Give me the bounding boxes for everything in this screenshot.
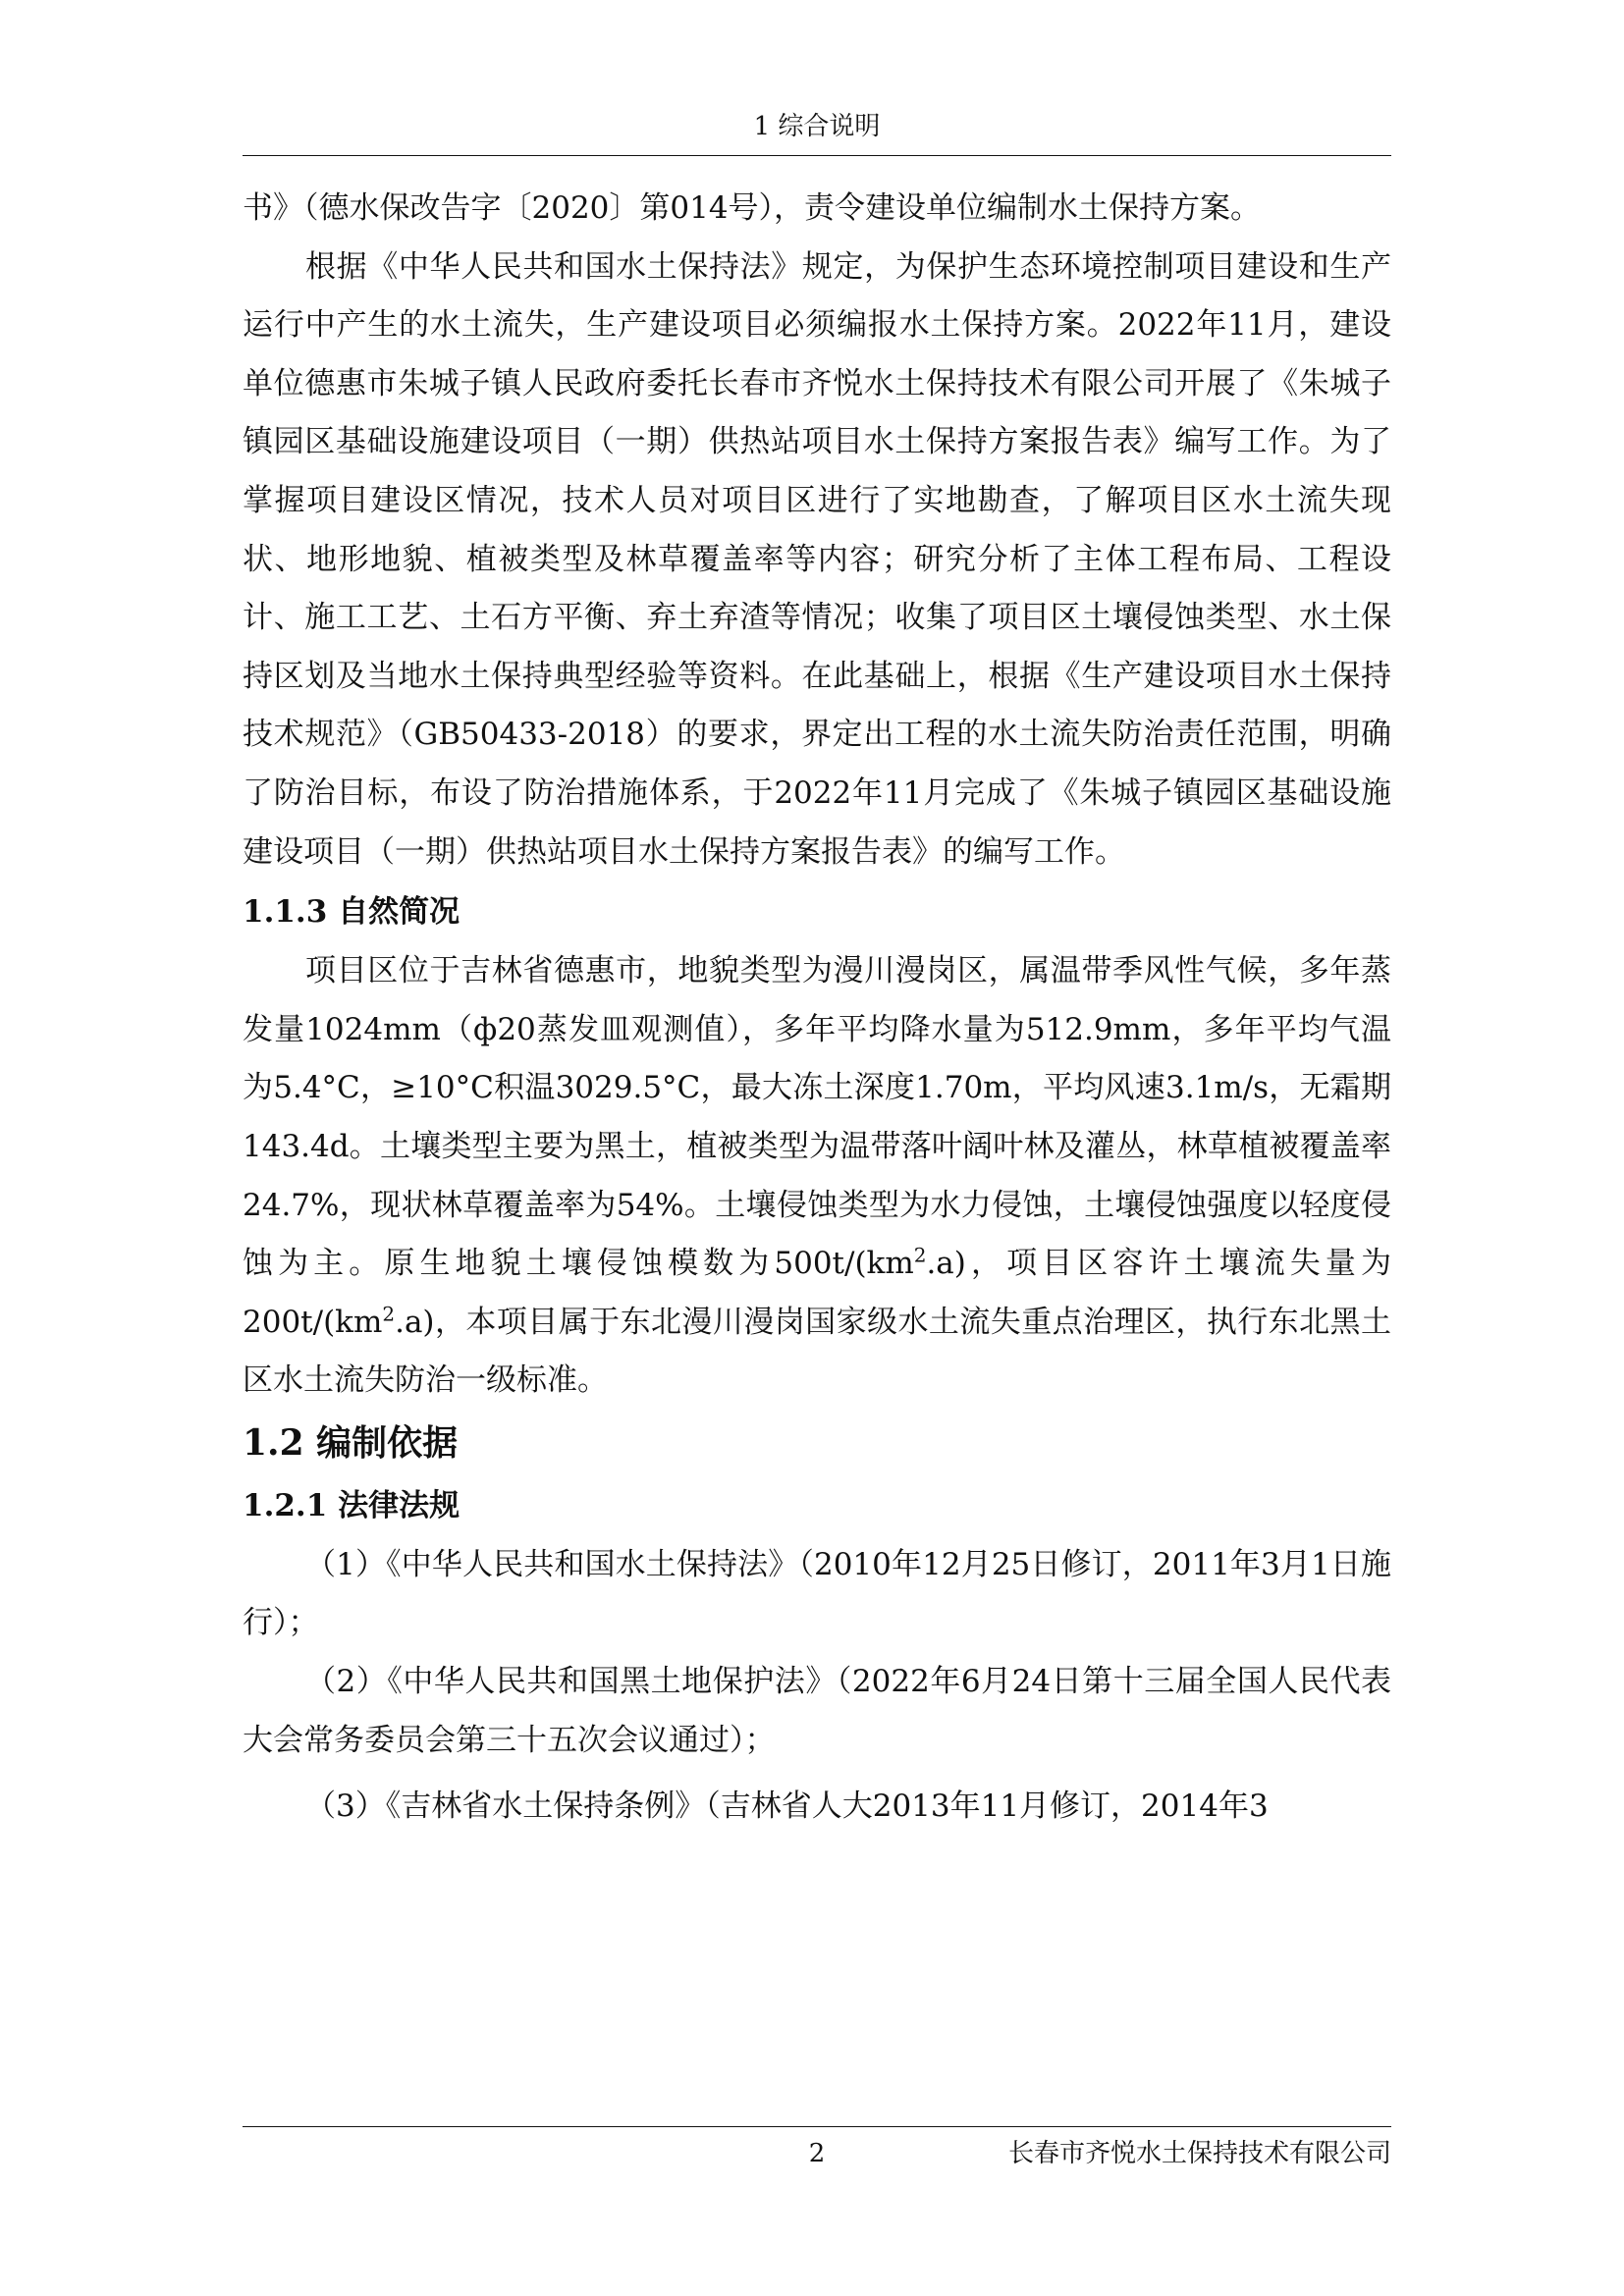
natural-overview-text-a: 项目区位于吉林省德惠市，地貌类型为漫川漫岗区，属温带季风性气候，多年蒸发量1024mm（ф20蒸发皿观测值），多年平均降水量为512.9mm，多年平均气温为5.4°C，≥10°C积温3029.5°C，最大冻土深度1.70m，平均风速3.1m/s，无霜期143.4d。土壤类型主要为黑土，植被类型为温带落叶阔叶林及灌丛，林草植被覆盖率24.7%，现状林草覆盖率为54%。土壤侵蚀类型为水力侵蚀，土壤侵蚀强度以轻度侵蚀为主。原生地貌土壤侵蚀模数为500t/(km <box>243 953 1391 1282</box>
footer-divider <box>243 2126 1391 2127</box>
paragraph-plan-background: 根据《中华人民共和国水土保持法》规定，为保护生态环境控制项目建设和生产运行中产生的水土流失，生产建设项目必须编报水土保持方案。2022年11月，建设单位德惠市朱城子镇人民政府委托长春市齐悦水土保持技术有限公司开展了《朱城子镇园区基础设施建设项目（一期）供热站项目水土保持方案报告表》编写工作。为了掌握项目建设区情况，技术人员对项目区进行了实地勘查，了解项目区水土流失现状、地形地貌、植被类型及林草覆盖率等内容；研究分析了主体工程布局、工程设计、施工工艺、土石方平衡、弃土弃渣等情况；收集了项目区土壤侵蚀类型、水土保持区划及当地水土保持典型经验等资料。在此基础上，根据《生产建设项目水土保持技术规范》（GB50433-2018）的要求，界定出工程的水土流失防治责任范围，明确了防治目标，布设了防治措施体系，于2022年11月完成了《朱城子镇园区基础设施建设项目（一期）供热站项目水土保持方案报告表》的编写工作。 <box>243 248 1391 870</box>
section-heading-1-2: 1.2 编制依据 <box>243 1421 459 1464</box>
law-item-2: （2）《中华人民共和国黑土地保护法》（2022年6月24日第十三届全国人民代表大会常务委员会第三十五次会议通过）； <box>243 1664 1391 1758</box>
spacer <box>243 1770 1391 1778</box>
footer-company-name: 长春市齐悦水土保持技术有限公司 <box>1007 2139 1391 2168</box>
superscript-2: 2 <box>382 1302 396 1326</box>
superscript-2: 2 <box>913 1243 927 1267</box>
paragraph-continuation: 书》（德水保改告字〔2020〕第014号），责令建设单位编制水土保持方案。 <box>243 190 1262 226</box>
section-heading-1-2-1: 1.2.1 法律法规 <box>243 1487 460 1523</box>
page-content <box>243 180 1391 1837</box>
page-number: 2 <box>808 2139 826 2168</box>
law-item-1: （1）《中华人民共和国水土保持法》（2010年12月25日修订，2011年3月1日施行）； <box>243 1546 1391 1641</box>
natural-overview-text-c: .a)，本项目属于东北漫川漫岗国家级水土流失重点治理区，执行东北黑土区水土流失防治一级标准。 <box>243 1304 1391 1399</box>
natural-overview-text-b: .a)，项目区容许土壤流失量为200t/(km <box>243 1246 1391 1340</box>
paragraph-natural-overview <box>243 942 1391 1411</box>
section-heading-1-1-3: 1.1.3 自然简况 <box>243 894 460 931</box>
header-divider <box>243 155 1391 156</box>
law-item-3: （3）《吉林省水土保持条例》（吉林省人大2013年11月修订，2014年3 <box>305 1789 1269 1825</box>
page-header: 1 综合说明 <box>753 112 881 141</box>
